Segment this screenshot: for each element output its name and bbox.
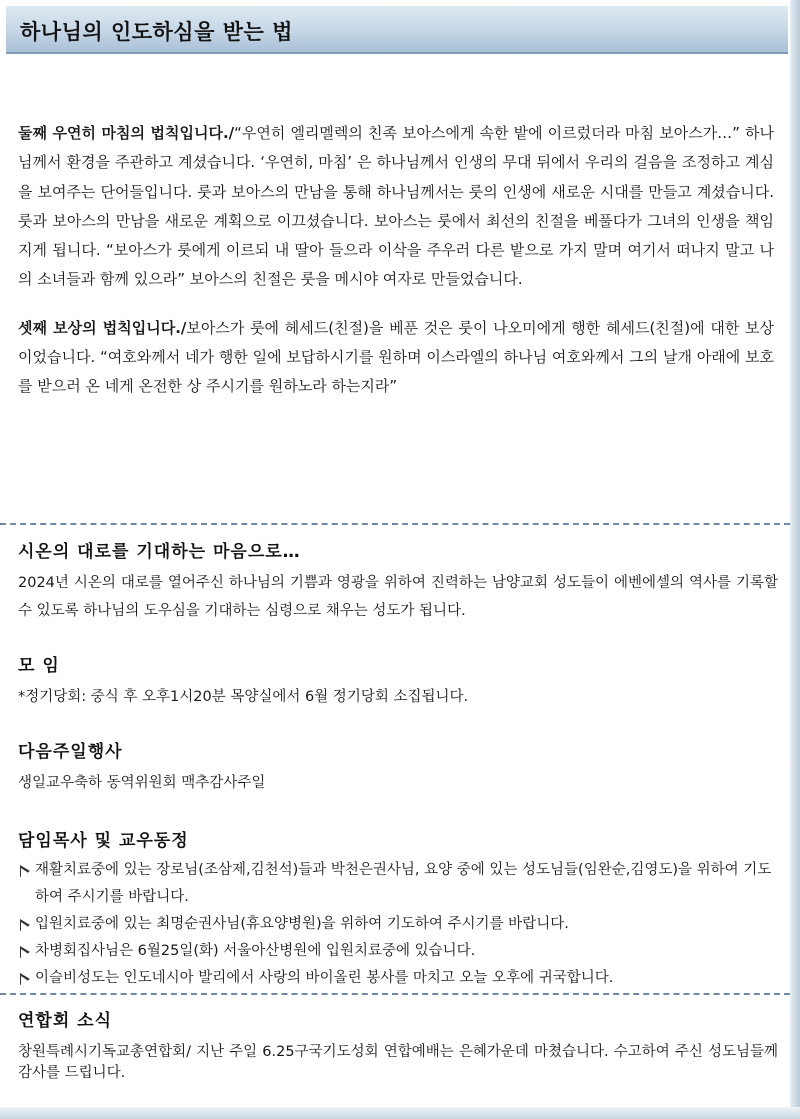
section-divider (0, 993, 790, 995)
sermon-paragraph-2 (18, 119, 774, 295)
sermon-text: “우연히 엘리멜렉의 친족 보아스에게 속한 밭에 이르렀더라 마침 보아스가…” 하나님께서 환경을 주관하고 계셨습니다. ‘우연히, 마침’ 은 하나님께서 인생의 무대 뒤에서 우리의 걸음을 조정하고 계심을 보여주는 단어들입니다. 룻과 보아스의 만남을 통해 하나님께서는 룻의 인생에 새로운 시대를 만들고 계셨습니다. 룻과 보아스의 만남을 새로운 계획으로 이끄셨습니다. 보아스는 룻에서 최선의 친절을 베풀다가 그녀의 인생을 책임지게 됩니다. “보아스가 룻에게 이르되 내 딸아 들으라 이삭을 주우러 다른 밭으로 가지 말며 여기서 떠나지 말고 나의 소녀들과 함께 있으라” 보아스의 친절은 룻을 메시야 여자로 만들었습니다. (18, 124, 774, 289)
section-divider (0, 523, 790, 525)
meeting-body: *정기당회: 중식 후 오후1시20분 목양실에서 6월 정기당회 소집됩니다. (18, 689, 469, 705)
page-title: 하나님의 인도하심을 받는 법 (20, 20, 293, 44)
sermon-lead: 셋째 보상의 법칙입니다./ (18, 318, 187, 337)
sermon-lead: 둘째 우연히 마침의 법칙입니다./ (18, 124, 235, 142)
zion-section (18, 540, 778, 625)
title-banner (6, 6, 788, 54)
triangle-bullet-icon (20, 946, 30, 958)
meeting-section (18, 654, 778, 711)
federation-heading: 연합회 소식 (18, 1011, 113, 1031)
zion-heading: 시온의 대로를 기대하는 마음으로… (18, 542, 301, 562)
next-week-section (18, 740, 778, 797)
federation-section (18, 1009, 778, 1084)
zion-body: 2024년 시온의 대로를 열어주신 하나님의 기쁨과 영광을 위하여 진력하는 남양교회 성도들이 에벤에셀의 역사를 기록할 수 있도록 하나님의 도우심을 기대하는 심령으로 채우는 성도가 됩니다. (18, 575, 778, 619)
list-item: 재활치료중에 있는 장로님(조삼제,김천석)들과 박천은권사님, 요양 중에 있는 성도님들(임완순,김영도)을 위하여 기도하여 주시기를 바랍니다. (18, 857, 778, 911)
triangle-bullet-icon (20, 973, 30, 985)
pastor-news-heading: 담임목사 및 교우동정 (18, 831, 189, 851)
next-week-heading: 다음주일행사 (18, 742, 123, 762)
list-item: 이슬비성도는 인도네시아 발리에서 사랑의 바이올린 봉사를 마치고 오늘 오후에 귀국합니다. (18, 965, 778, 992)
triangle-bullet-icon (20, 919, 30, 931)
triangle-bullet-icon (20, 865, 30, 877)
sermon-text: 보아스가 룻에 헤세드(친절)을 베푼 것은 룻이 나오미에게 행한 헤세드(친절)에 대한 보상이었습니다. “여호와께서 네가 행한 일에 보답하시기를 원하며 이스라엘의 하나님 여호와께서 그의 날개 아래에 보호를 받으러 온 네게 온전한 상 주시기를 원하노라 하는지라” (18, 318, 774, 396)
pastor-news-section (18, 829, 778, 992)
list-item: 입원치료중에 있는 최명순권사님(휴요양병원)을 위하여 기도하여 주시기를 바랍니다. (18, 911, 778, 938)
federation-body: 창원특례시기독교총연합회/ 지난 주일 6.25구국기도성회 연합예배는 은혜가운데 마쳤습니다. 수고하여 주신 성도님들께 감사를 드립니다. (18, 1044, 778, 1081)
page-bottom-shadow (0, 1107, 800, 1119)
meeting-heading: 모 임 (18, 656, 60, 676)
list-item: 차병회집사님은 6월25일(화) 서울아산병원에 입원치료중에 있습니다. (18, 938, 778, 965)
next-week-body: 생일교우축하 동역위원회 맥추감사주일 (18, 775, 266, 791)
page-edge-shadow (790, 0, 800, 1119)
sermon-body (18, 119, 774, 421)
pastor-news-list (18, 857, 778, 992)
sermon-paragraph-3 (18, 314, 774, 402)
